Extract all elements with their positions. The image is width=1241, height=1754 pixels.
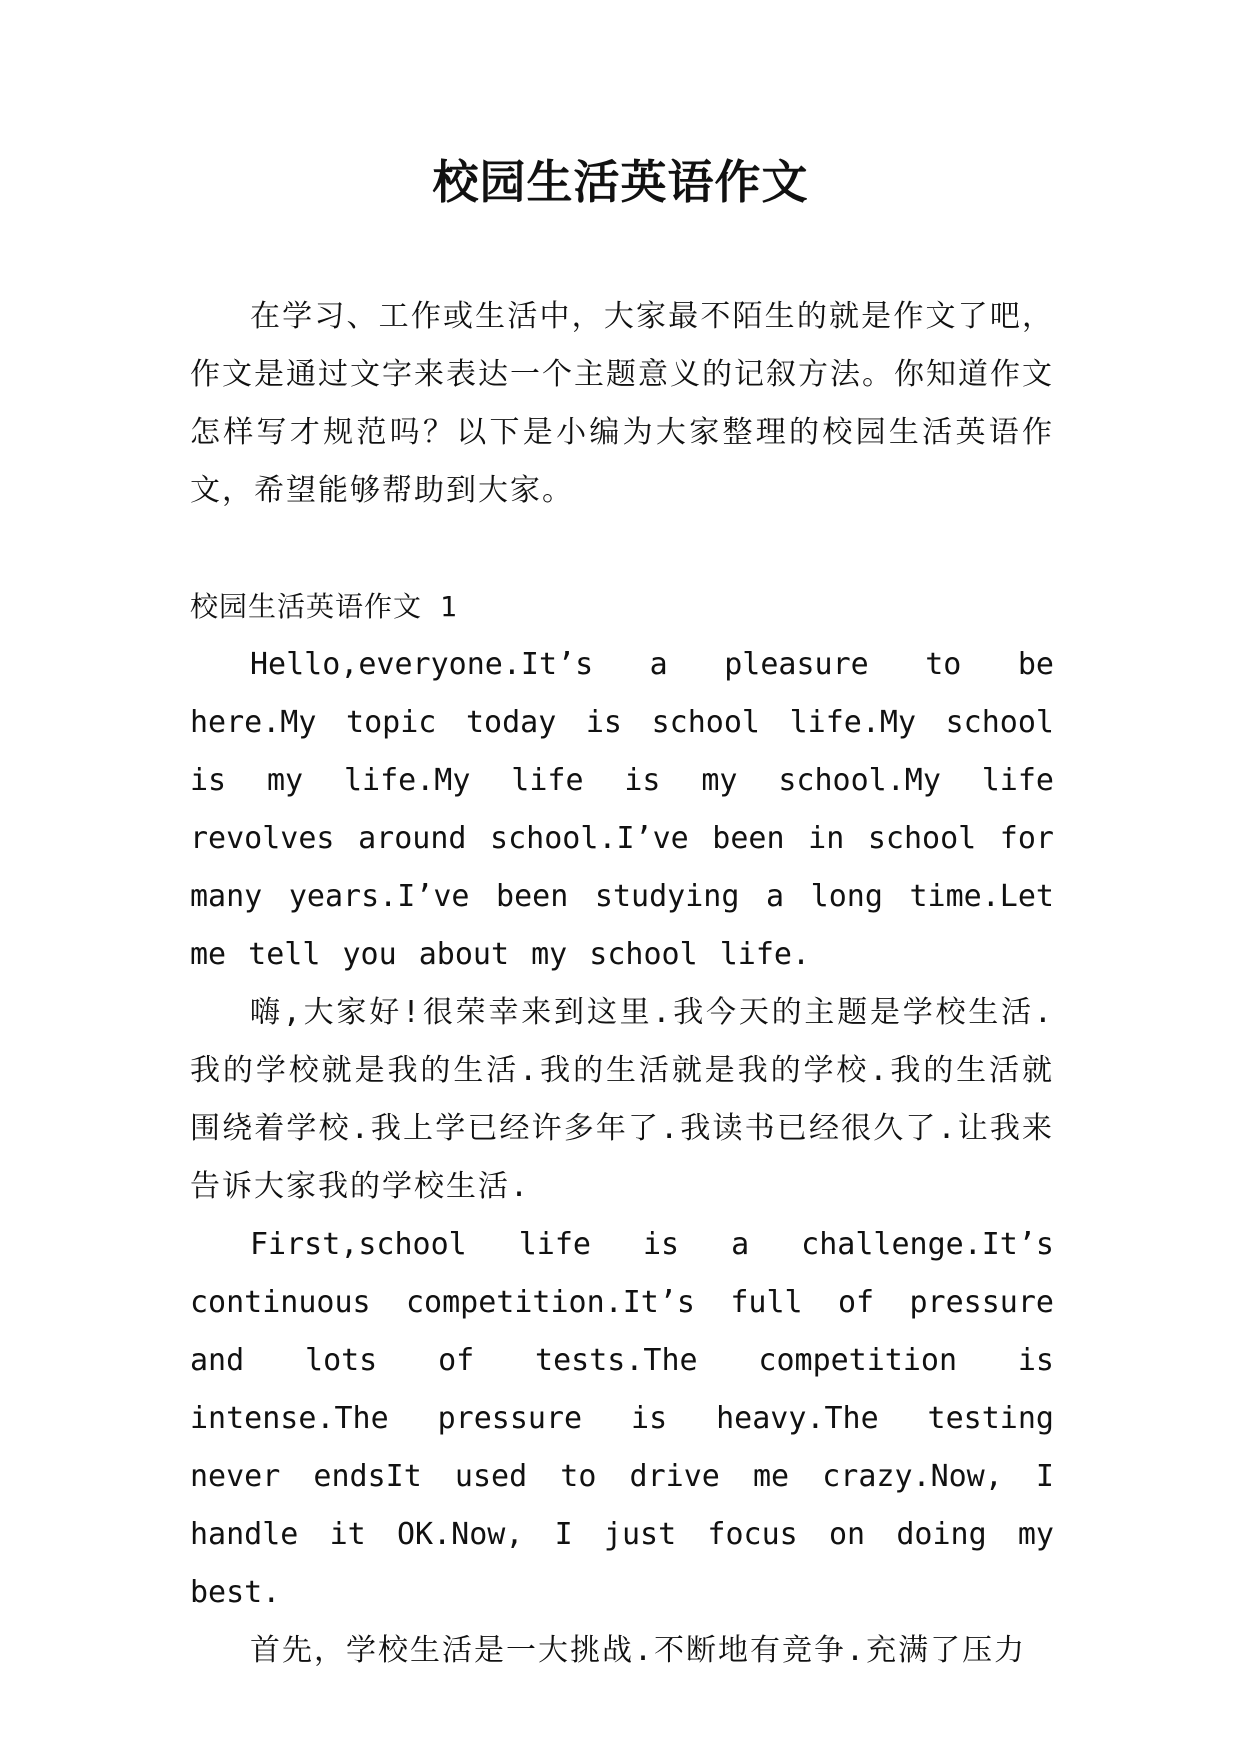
section-heading: 校园生活英语作文 1: [190, 590, 458, 623]
body-paragraph-4: 首先，学校生活是一大挑战.不断地有竞争.充满了压力: [250, 1633, 1027, 1668]
paragraph-gap: [190, 520, 1054, 578]
body-paragraph-3: First,school life is a challenge.It’s continuous competition.It’s full of pressure and lots of tests.The competition is intense.The pressure is heavy.The testing never endsIt used to drive me crazy.Now, I handle it OK.Now, I just focus on doing my best.: [190, 1227, 1054, 1610]
body-paragraph-1: Hello,everyone.It’s a pleasure to be here.My topic today is school life.My school is my life.My life is my school.My life revolves around school.I’ve been in school for many years.I’ve been studying a long time.Let me tell you about my school life.: [190, 647, 1054, 972]
intro-paragraph: 在学习、工作或生活中，大家最不陌生的就是作文了吧，作文是通过文字来表达一个主题意义的记叙方法。你知道作文怎样写才规范吗？以下是小编为大家整理的校园生活英语作文，希望能够帮助到大家。: [190, 299, 1054, 508]
document-body: [190, 288, 1054, 1680]
body-paragraph-2: 嗨,大家好!很荣幸来到这里.我今天的主题是学校生活.我的学校就是我的生活.我的生活就是我的学校.我的生活就围绕着学校.我上学已经许多年了.我读书已经很久了.让我来告诉大家我的学校生活.: [190, 995, 1054, 1204]
document-title: 校园生活英语作文: [432, 155, 809, 209]
